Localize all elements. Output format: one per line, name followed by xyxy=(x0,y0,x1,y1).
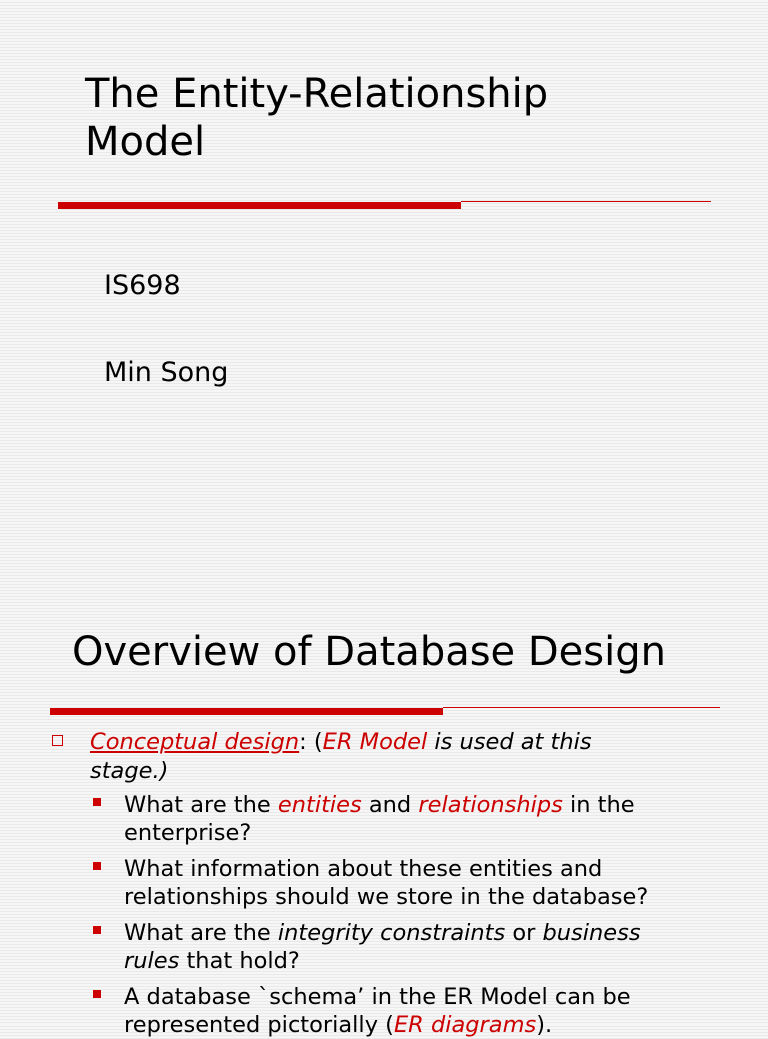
text: in the xyxy=(562,792,635,818)
text: relationships should we store in the database? xyxy=(124,884,649,910)
text: or xyxy=(505,920,543,946)
course-code: IS698 xyxy=(104,270,181,301)
square-bullet-icon xyxy=(93,798,101,806)
sub-bullet-schema xyxy=(124,983,744,1039)
title-underline-thick xyxy=(50,708,443,715)
author-name: Min Song xyxy=(104,357,229,388)
square-bullet-icon xyxy=(93,862,101,870)
bullet-conceptual-design xyxy=(90,728,730,786)
conceptual-design-term: Conceptual design xyxy=(90,729,300,755)
bullet-text-line-1: is used at this xyxy=(427,729,592,755)
entities-term: entities xyxy=(277,792,362,818)
title-underline-thin xyxy=(443,707,720,708)
slide-title xyxy=(85,70,548,166)
title-line-2: Model xyxy=(85,119,206,165)
title-underline-thin xyxy=(461,201,711,202)
text: What are the xyxy=(124,920,278,946)
business-term: business xyxy=(542,920,641,946)
text: ). xyxy=(536,1012,553,1038)
er-diagrams-term: ER diagrams xyxy=(393,1012,537,1038)
text: that hold? xyxy=(179,948,300,974)
text: represented pictorially ( xyxy=(124,1012,394,1038)
relationships-term: relationships xyxy=(418,792,563,818)
title-underline-thick xyxy=(58,202,461,209)
er-model-term: ER Model xyxy=(322,729,428,755)
text: and xyxy=(361,792,419,818)
square-bullet-icon xyxy=(93,926,101,934)
rules-term: rules xyxy=(124,948,180,974)
sub-bullet-entities xyxy=(124,791,744,847)
text: What are the xyxy=(124,792,278,818)
sub-bullet-constraints xyxy=(124,919,744,975)
hollow-square-bullet-icon xyxy=(52,735,63,746)
text: What information about these entities and xyxy=(124,856,603,882)
colon-paren: : ( xyxy=(299,729,323,755)
slide-title: Overview of Database Design xyxy=(72,629,666,675)
text: enterprise? xyxy=(124,820,252,846)
square-bullet-icon xyxy=(93,990,101,998)
bullet-text-line-2: stage.) xyxy=(90,758,169,784)
integrity-constraints-term: integrity constraints xyxy=(277,920,506,946)
sub-bullet-information xyxy=(124,855,744,911)
title-line-1: The Entity-Relationship xyxy=(85,71,549,117)
text: A database `schema’ in the ER Model can be xyxy=(124,984,631,1010)
